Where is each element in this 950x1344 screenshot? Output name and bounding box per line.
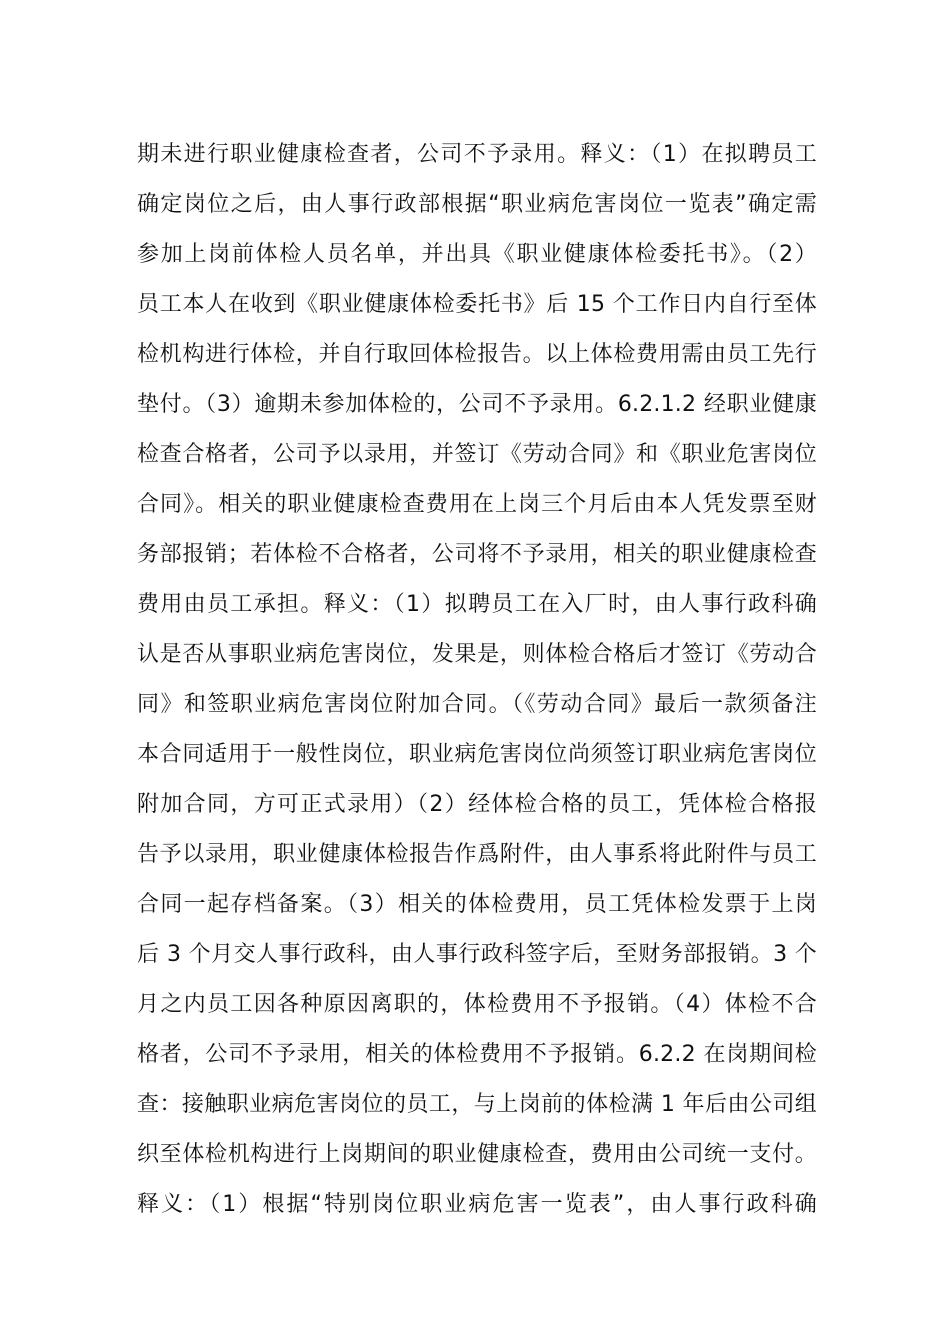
- text-line: 检机构进行体检，并自行取回体检报告。以上体检费用需由员工先行: [137, 342, 817, 367]
- text-line: 释义：（1）根据“特别岗位职业病危害一览表”，由人事行政科确: [137, 1192, 817, 1217]
- text-line: 参加上岗前体检人员名单，并出具《职业健康体检委托书》。（2）: [137, 242, 817, 267]
- text-line: 员工本人在收到《职业健康体检委托书》后 15 个工作日内自行至体: [137, 292, 817, 317]
- text-line: 后 3 个月交人事行政科，由人事行政科签字后，至财务部报销。3 个: [137, 942, 817, 967]
- text-line: 费用由员工承担。释义：（1）拟聘员工在入厂时，由人事行政科确: [137, 592, 817, 617]
- text-line: 认是否从事职业病危害岗位，发果是，则体检合格后才签订《劳动合: [137, 642, 817, 667]
- text-line: 同》和签职业病危害岗位附加合同。（《劳动合同》最后一款须备注: [137, 692, 817, 717]
- text-line: 告予以录用，职业健康体检报告作爲附件，由人事系将此附件与员工: [137, 842, 817, 867]
- text-line: 合同一起存档备案。（3）相关的体检费用，员工凭体检发票于上岗: [137, 892, 817, 917]
- text-line: 合同》。相关的职业健康检查费用在上岗三个月后由本人凭发票至财: [137, 492, 817, 517]
- text-line: 附加合同，方可正式录用）（2）经体检合格的员工，凭体检合格报: [137, 792, 817, 817]
- text-line: 格者，公司不予录用，相关的体检费用不予报销。6.2.2 在岗期间检: [137, 1042, 817, 1067]
- text-line: 查：接触职业病危害岗位的员工，与上岗前的体检满 1 年后由公司组: [137, 1092, 817, 1117]
- text-line: 确定岗位之后，由人事行政部根据“职业病危害岗位一览表”确定需: [137, 192, 817, 217]
- text-line: 织至体检机构进行上岗期间的职业健康检查，费用由公司统一支付。: [137, 1142, 817, 1167]
- text-line: 本合同适用于一般性岗位，职业病危害岗位尚须签订职业病危害岗位: [137, 742, 817, 767]
- text-line: 垫付。（3）逾期未参加体检的，公司不予录用。6.2.1.2 经职业健康: [137, 392, 817, 417]
- text-line: 月之内员工因各种原因离职的，体检费用不予报销。（4）体检不合: [137, 992, 817, 1017]
- text-line: 期未进行职业健康检查者，公司不予录用。释义：（1）在拟聘员工: [137, 142, 817, 167]
- text-line: 务部报销；若体检不合格者，公司将不予录用，相关的职业健康检查: [137, 542, 817, 567]
- text-line: 检查合格者，公司予以录用，并签订《劳动合同》和《职业危害岗位: [137, 442, 817, 467]
- body-text: [137, 130, 817, 1230]
